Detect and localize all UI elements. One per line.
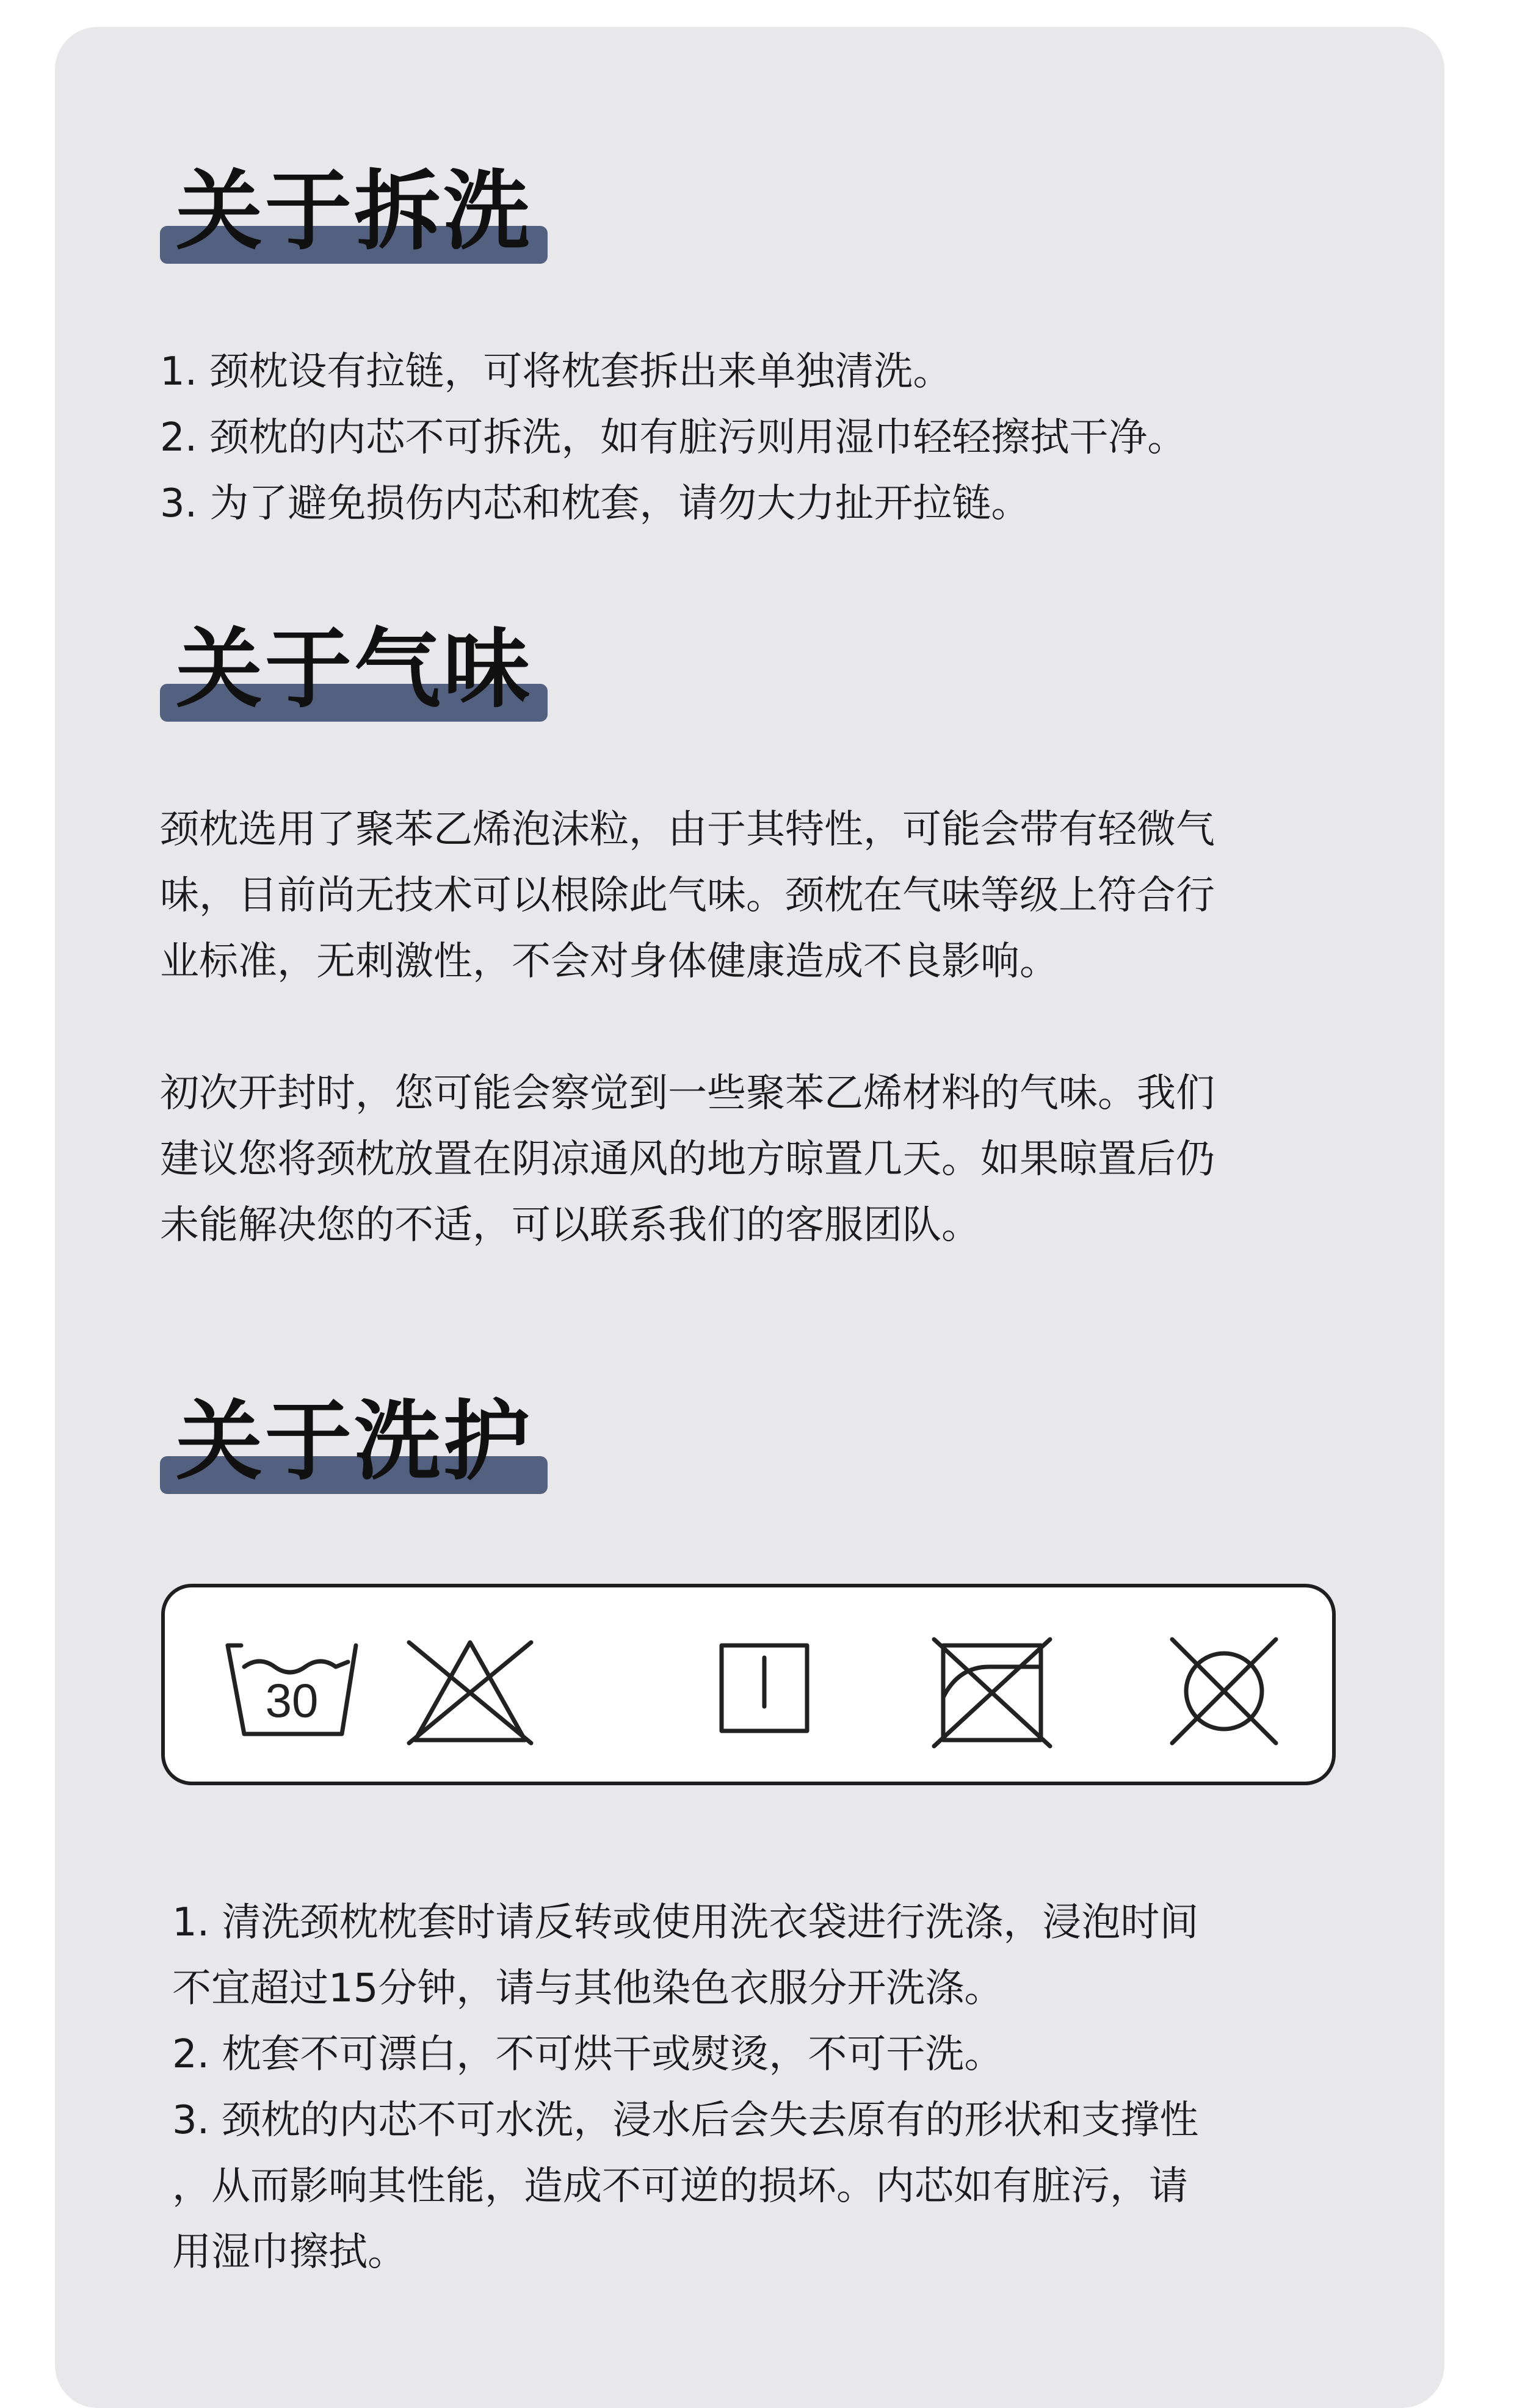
care-symbols-panel	[161, 1584, 1336, 1785]
heading-title: 关于洗护	[176, 1391, 532, 1492]
odor-paragraph-1	[160, 797, 1215, 995]
list-item: 2. 颈枕的内芯不可拆洗，如有脏污则用湿巾轻轻擦拭干净。	[160, 415, 1187, 460]
paragraph-line: 业标准，无刺激性，不会对身体健康造成不良影响。	[160, 939, 1059, 984]
paragraph-line: 未能解决您的不适，可以联系我们的客服团队。	[160, 1203, 980, 1248]
list-item: 2. 枕套不可漂白，不可烘干或熨烫，不可干洗。	[172, 2032, 1004, 2077]
list-item: 不宜超过15分钟，请与其他染色衣服分开洗涤。	[172, 1966, 1004, 2011]
heading-title: 关于气味	[176, 619, 532, 720]
no-iron-icon	[934, 1639, 1050, 1746]
line-dry-icon	[722, 1645, 807, 1731]
no-tumble-dry-icon	[1172, 1639, 1276, 1743]
list-item: 3. 为了避免损伤内芯和枕套，请勿大力扯开拉链。	[160, 481, 1030, 526]
care-list	[172, 1890, 1198, 2285]
paragraph-line: 建议您将颈枕放置在阴凉通风的地方晾置几天。如果晾置后仍	[160, 1137, 1215, 1182]
paragraph-line: 颈枕选用了聚苯乙烯泡沫粒，由于其特性，可能会带有轻微气	[160, 807, 1215, 852]
odor-paragraph-2	[160, 1061, 1215, 1258]
wash-temperature-label: 30	[265, 1674, 319, 1727]
paragraph-line: 味，目前尚无技术可以根除此气味。颈枕在气味等级上符合行	[160, 873, 1215, 918]
paragraph-line: 初次开封时，您可能会察觉到一些聚苯乙烯材料的气味。我们	[160, 1071, 1215, 1116]
list-item: 3. 颈枕的内芯不可水洗，浸水后会失去原有的形状和支撑性	[172, 2098, 1199, 2143]
list-item: ，从而影响其性能，造成不可逆的损坏。内芯如有脏污，请	[172, 2164, 1188, 2209]
heading-title: 关于拆洗	[176, 161, 532, 262]
care-symbols-svg	[165, 1587, 1339, 1789]
list-item: 1. 清洗颈枕枕套时请反转或使用洗衣袋进行洗涤，浸泡时间	[172, 1900, 1199, 1945]
disassembly-list	[160, 339, 1186, 537]
no-bleach-icon	[409, 1642, 531, 1743]
list-item: 1. 颈枕设有拉链，可将枕套拆出来单独清洗。	[160, 349, 952, 394]
list-item: 用湿巾擦拭。	[172, 2230, 407, 2275]
